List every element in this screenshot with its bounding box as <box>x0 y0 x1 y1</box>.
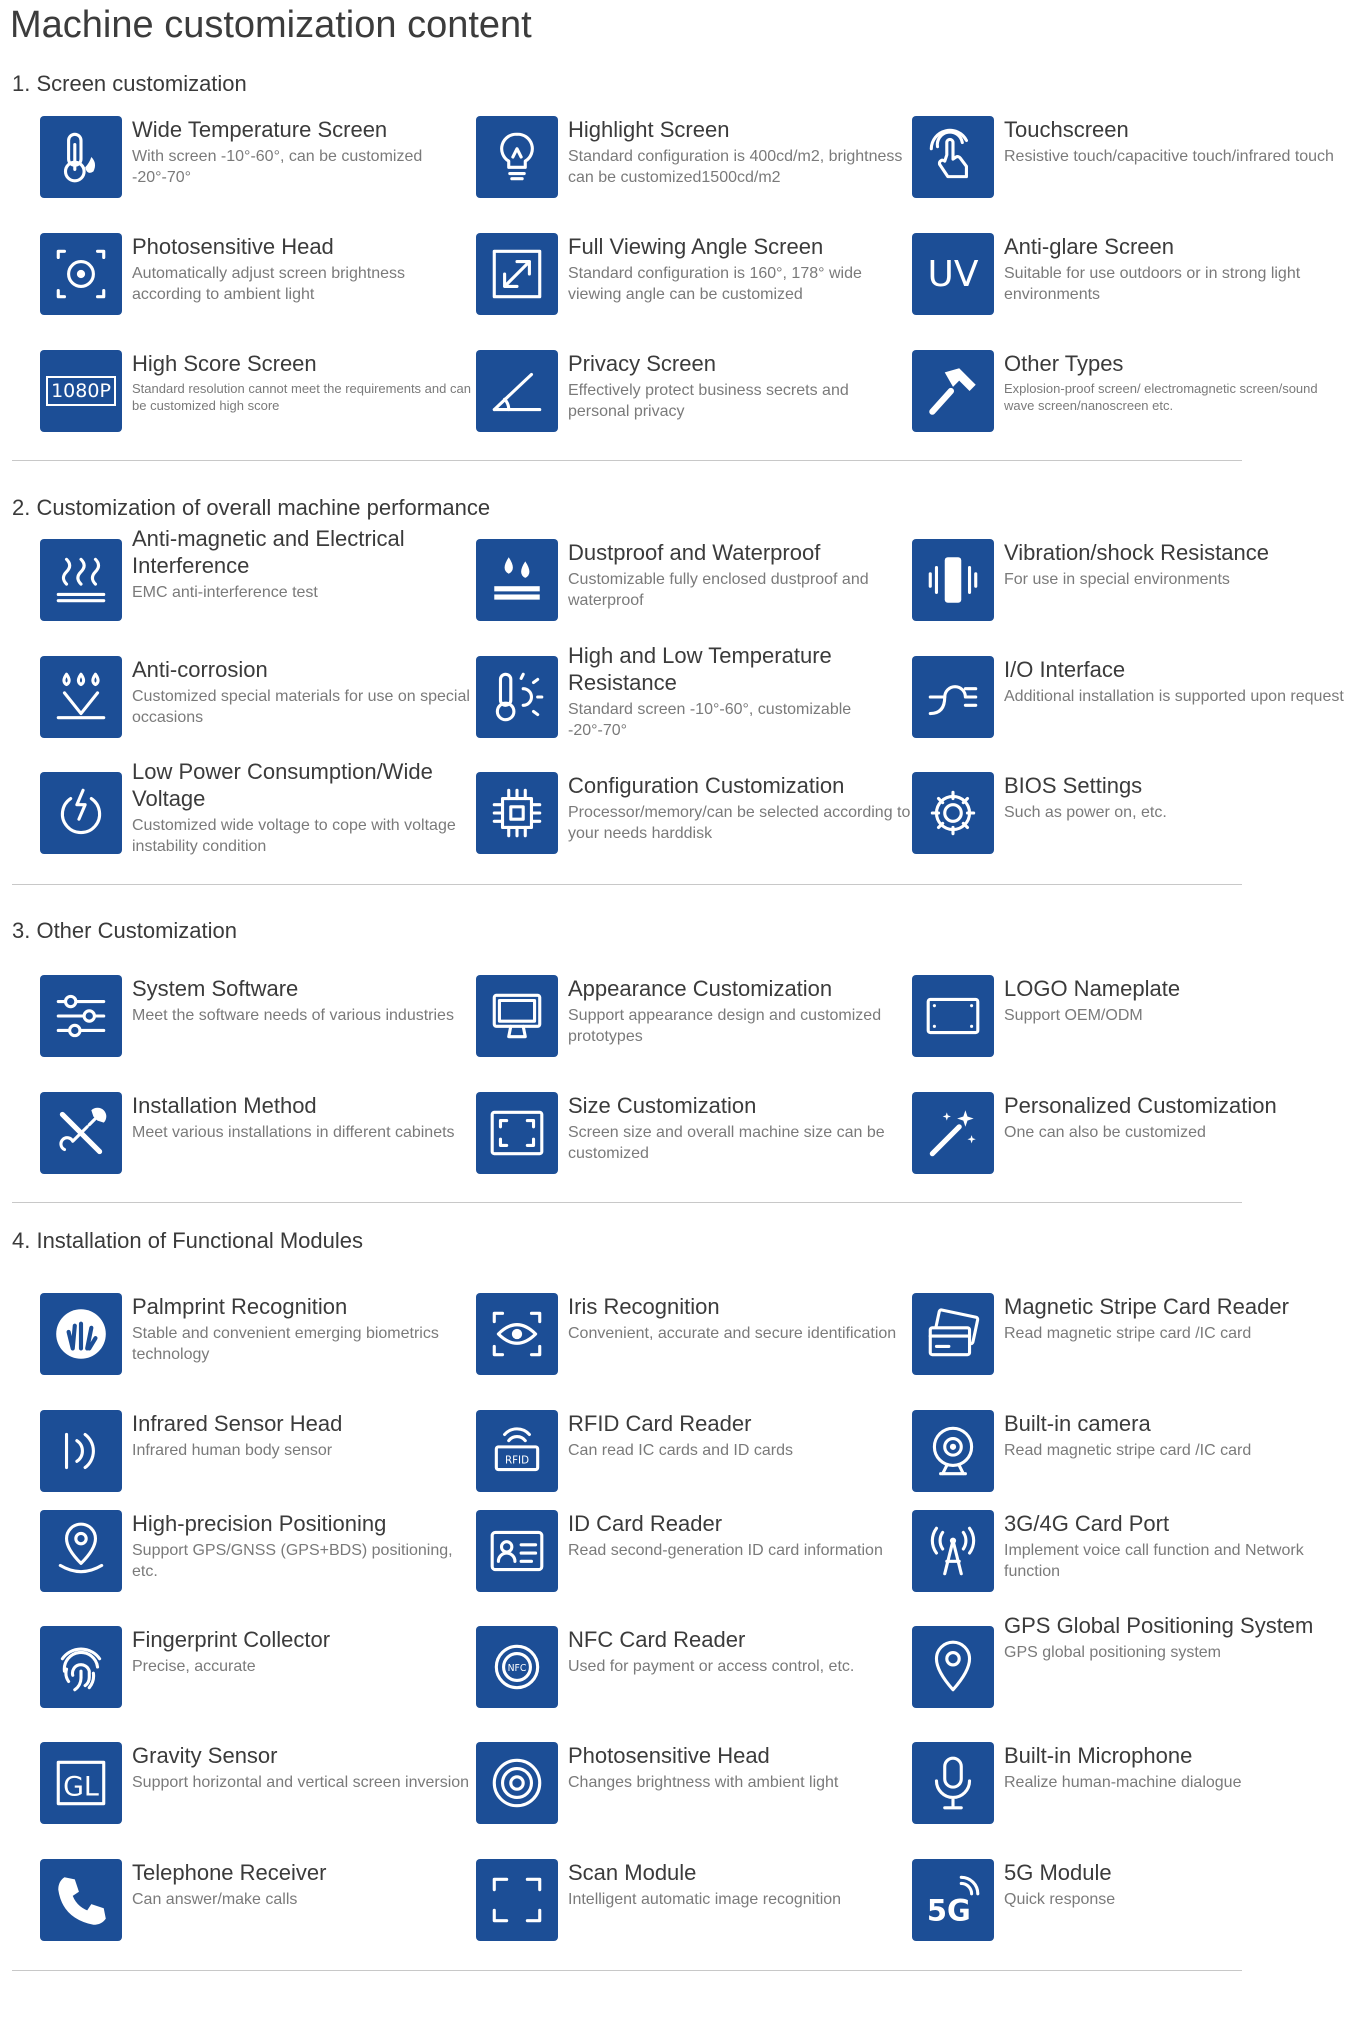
customization-item <box>476 975 911 1075</box>
map-pin-icon <box>40 1510 122 1592</box>
item-text <box>132 525 477 603</box>
nfc-icon <box>476 1626 558 1708</box>
item-title: Configuration Customization <box>568 773 845 798</box>
section-divider <box>12 884 1242 885</box>
rfid-icon <box>476 1410 558 1492</box>
item-text <box>132 1293 477 1365</box>
customization-item <box>912 1859 1347 1959</box>
item-description: Resistive touch/capacitive touch/infrared touch <box>1004 148 1334 165</box>
item-description: With screen -10°-60°, can be customized -20°-70° <box>132 148 423 186</box>
customization-item <box>476 1510 911 1610</box>
item-text <box>132 1510 477 1582</box>
magic-wand-icon <box>912 1092 994 1174</box>
item-text <box>568 1742 913 1793</box>
settings-icon <box>912 772 994 854</box>
customization-item <box>40 1410 475 1510</box>
item-description: Can answer/make calls <box>132 1891 298 1908</box>
customization-item <box>40 656 475 756</box>
item-text <box>568 1626 913 1677</box>
item-text <box>568 1859 913 1910</box>
touch-icon <box>912 116 994 198</box>
item-title: Personalized Customization <box>1004 1093 1277 1118</box>
customization-item <box>912 1293 1347 1393</box>
section-divider <box>12 460 1242 461</box>
phone-icon <box>40 1859 122 1941</box>
lens-icon <box>476 1742 558 1824</box>
customization-item <box>476 233 911 333</box>
item-title: Privacy Screen <box>568 351 716 376</box>
nameplate-icon <box>912 975 994 1057</box>
customization-item <box>912 1410 1347 1510</box>
item-text <box>1004 116 1349 167</box>
item-text <box>132 233 477 305</box>
customization-item <box>40 975 475 1075</box>
customization-item <box>912 975 1347 1075</box>
item-description: Explosion-proof screen/ electromagnetic screen/sound wave screen/nanoscreen etc. <box>1004 381 1318 413</box>
item-text <box>1004 975 1349 1026</box>
item-text <box>568 1293 913 1344</box>
item-description: Suitable for use outdoors or in strong light environments <box>1004 265 1301 303</box>
id-card-icon <box>476 1510 558 1592</box>
item-text <box>1004 1092 1349 1143</box>
item-title: Telephone Receiver <box>132 1860 327 1885</box>
item-title: Infrared Sensor Head <box>132 1411 343 1436</box>
location-icon <box>912 1626 994 1708</box>
item-description: Precise, accurate <box>132 1658 256 1675</box>
infrared-icon <box>40 1410 122 1492</box>
customization-item <box>912 656 1347 756</box>
svg-text:5G: 5G <box>926 1893 971 1928</box>
customization-item <box>40 1092 475 1192</box>
item-description: Support horizontal and vertical screen inversion <box>132 1774 470 1791</box>
item-title: Anti-glare Screen <box>1004 234 1174 259</box>
customization-item <box>912 1742 1347 1842</box>
item-title: Installation Method <box>132 1093 317 1118</box>
item-text <box>1004 1612 1349 1663</box>
item-text <box>1004 233 1349 305</box>
item-title: 3G/4G Card Port <box>1004 1511 1170 1536</box>
customization-item <box>476 643 911 756</box>
item-text <box>568 1092 913 1164</box>
item-text <box>568 772 913 844</box>
uv-icon: UV <box>912 233 994 315</box>
customization-item <box>476 1859 911 1959</box>
chip-icon <box>476 772 558 854</box>
item-title: GPS Global Positioning System <box>1004 1613 1314 1638</box>
item-title: Palmprint Recognition <box>132 1294 348 1319</box>
customization-item <box>40 1742 475 1842</box>
expand-icon <box>476 233 558 315</box>
customization-item <box>912 116 1347 216</box>
customization-item <box>476 539 911 639</box>
item-text <box>132 1742 477 1793</box>
item-description: Implement voice call function and Network function <box>1004 1542 1304 1580</box>
item-description: Read magnetic stripe card /IC card <box>1004 1325 1252 1342</box>
item-description: One can also be customized <box>1004 1124 1206 1141</box>
item-text <box>132 1859 477 1910</box>
customization-item <box>40 1859 475 1959</box>
customization-item <box>476 1293 911 1393</box>
item-title: Full Viewing Angle Screen <box>568 234 824 259</box>
item-description: Customized wide voltage to cope with voltage instability condition <box>132 817 456 855</box>
customization-item <box>476 350 911 450</box>
customization-item <box>40 759 475 872</box>
customization-item <box>476 116 911 216</box>
item-title: Fingerprint Collector <box>132 1627 331 1652</box>
customization-item <box>912 1092 1347 1192</box>
item-description: Effectively protect business secrets and personal privacy <box>568 382 849 420</box>
item-text <box>568 350 913 422</box>
section-heading: 2. Customization of overall machine performance <box>12 495 491 520</box>
section-heading: 1. Screen customization <box>12 71 247 96</box>
item-title: NFC Card Reader <box>568 1627 746 1652</box>
page-title: Machine customization content <box>10 4 532 46</box>
section-divider <box>12 1202 1242 1203</box>
item-description: Support appearance design and customized prototypes <box>568 1007 882 1045</box>
item-title: LOGO Nameplate <box>1004 976 1181 1001</box>
item-description: Automatically adjust screen brightness according to ambient light <box>132 265 406 303</box>
eye-scan-icon <box>476 1293 558 1375</box>
fingerprint-icon <box>40 1626 122 1708</box>
item-title: BIOS Settings <box>1004 773 1143 798</box>
customization-item <box>40 526 475 639</box>
item-title: Highlight Screen <box>568 117 730 142</box>
item-title: Wide Temperature Screen <box>132 117 388 142</box>
item-description: Support OEM/ODM <box>1004 1007 1143 1024</box>
item-description: Standard screen -10°-60°, customizable -20°-70° <box>568 701 852 739</box>
customization-item <box>912 539 1347 639</box>
item-text <box>568 116 913 188</box>
thermometer-icon <box>40 116 122 198</box>
customization-item <box>476 1742 911 1842</box>
customization-item <box>40 1293 475 1393</box>
bulb-icon <box>476 116 558 198</box>
camera-lens-icon <box>40 233 122 315</box>
item-title: High-precision Positioning <box>132 1511 387 1536</box>
scan-icon <box>476 1859 558 1941</box>
item-description: Quick response <box>1004 1891 1116 1908</box>
item-text <box>568 1410 913 1461</box>
svg-text:GL: GL <box>63 1771 99 1803</box>
item-text <box>132 116 477 188</box>
item-title: Built-in Microphone <box>1004 1743 1193 1768</box>
sliders-icon <box>40 975 122 1057</box>
item-title: Dustproof and Waterproof <box>568 540 821 565</box>
item-title: Anti-corrosion <box>132 657 268 682</box>
item-title: Appearance Customization <box>568 976 833 1001</box>
frame-icon <box>476 1092 558 1174</box>
item-description: Can read IC cards and ID cards <box>568 1442 793 1459</box>
section-divider <box>12 1970 1242 1971</box>
item-description: GPS global positioning system <box>1004 1644 1221 1661</box>
item-description: Read second-generation ID card information <box>568 1542 883 1559</box>
item-text <box>1004 1293 1349 1344</box>
item-title: Vibration/shock Resistance <box>1004 540 1269 565</box>
svg-text:NFC: NFC <box>507 1663 527 1675</box>
item-description: EMC anti-interference test <box>132 584 318 601</box>
item-description: Convenient, accurate and secure identification <box>568 1325 897 1342</box>
item-title: ID Card Reader <box>568 1511 723 1536</box>
customization-item <box>912 350 1347 450</box>
item-description: Such as power on, etc. <box>1004 804 1167 821</box>
customization-item <box>40 233 475 333</box>
cards-icon <box>912 1293 994 1375</box>
item-text <box>1004 539 1349 590</box>
plug-icon <box>912 656 994 738</box>
item-text <box>568 642 913 741</box>
item-description: Processor/memory/can be selected according to your needs harddisk <box>568 804 911 842</box>
item-description: Additional installation is supported upon request <box>1004 688 1344 705</box>
item-text <box>132 975 477 1026</box>
section-heading: 3. Other Customization <box>12 918 237 943</box>
customization-item <box>476 1092 911 1192</box>
customization-item <box>476 1626 911 1726</box>
item-title: High Score Screen <box>132 351 317 376</box>
item-description: Read magnetic stripe card /IC card <box>1004 1442 1252 1459</box>
resolution-icon: 1080P <box>40 350 122 432</box>
gravity-icon <box>40 1742 122 1824</box>
svg-text:RFID: RFID <box>504 1454 530 1467</box>
item-description: Standard configuration is 400cd/m2, brightness can be customized1500cd/m2 <box>568 148 903 186</box>
item-text <box>1004 1510 1349 1582</box>
item-text <box>132 758 477 857</box>
power-icon <box>40 772 122 854</box>
item-text <box>132 1092 477 1143</box>
item-title: Scan Module <box>568 1860 697 1885</box>
customization-item <box>40 350 475 450</box>
tools-icon <box>40 1092 122 1174</box>
customization-item <box>40 1626 475 1726</box>
item-title: Anti-magnetic and Electrical Interference <box>132 526 405 578</box>
angle-icon <box>476 350 558 432</box>
vibration-icon <box>912 539 994 621</box>
item-title: Other Types <box>1004 351 1124 376</box>
item-title: Magnetic Stripe Card Reader <box>1004 1294 1289 1319</box>
item-description: For use in special environments <box>1004 571 1230 588</box>
item-title: Touchscreen <box>1004 117 1129 142</box>
item-title: Gravity Sensor <box>132 1743 278 1768</box>
item-title: Built-in camera <box>1004 1411 1151 1436</box>
item-description: Stable and convenient emerging biometrics technology <box>132 1325 439 1363</box>
item-description: Meet the software needs of various industries <box>132 1007 454 1024</box>
item-text <box>568 233 913 305</box>
hammer-icon <box>912 350 994 432</box>
item-title: 5G Module <box>1004 1860 1112 1885</box>
customization-item <box>912 1613 1347 1726</box>
customization-item <box>912 233 1347 333</box>
customization-item <box>476 772 911 872</box>
section-heading: 4. Installation of Functional Modules <box>12 1228 363 1253</box>
item-description: Infrared human body sensor <box>132 1442 333 1459</box>
item-description: Customizable fully enclosed dustproof and waterproof <box>568 571 869 609</box>
item-text <box>1004 1742 1349 1793</box>
monitor-icon <box>476 975 558 1057</box>
customization-item <box>40 1510 475 1610</box>
item-text <box>568 1510 913 1561</box>
item-description: Standard resolution cannot meet the requirements and can be customized high score <box>132 381 471 413</box>
item-text <box>132 656 477 728</box>
item-title: System Software <box>132 976 299 1001</box>
item-title: Photosensitive Head <box>568 1743 770 1768</box>
antenna-icon <box>912 1510 994 1592</box>
item-description: Standard configuration is 160°, 178° wide viewing angle can be customized <box>568 265 862 303</box>
customization-item <box>912 1510 1347 1610</box>
item-title: High and Low Temperature Resistance <box>568 643 832 695</box>
webcam-icon <box>912 1410 994 1492</box>
item-title: I/O Interface <box>1004 657 1126 682</box>
item-title: Iris Recognition <box>568 1294 720 1319</box>
item-text <box>1004 350 1349 414</box>
item-description: Realize human-machine dialogue <box>1004 1774 1242 1791</box>
palm-icon <box>40 1293 122 1375</box>
item-text <box>568 539 913 611</box>
item-title: Size Customization <box>568 1093 757 1118</box>
5g-icon <box>912 1859 994 1941</box>
customization-item <box>476 1410 911 1510</box>
item-text <box>132 1626 477 1677</box>
item-title: Photosensitive Head <box>132 234 334 259</box>
item-description: Screen size and overall machine size can be customized <box>568 1124 885 1162</box>
microphone-icon <box>912 1742 994 1824</box>
item-text <box>132 350 477 414</box>
item-text <box>1004 1410 1349 1461</box>
corrosion-icon <box>40 656 122 738</box>
item-description: Intelligent automatic image recognition <box>568 1891 842 1908</box>
temperature-sun-icon <box>476 656 558 738</box>
heat-waves-icon <box>40 539 122 621</box>
item-text <box>132 1410 477 1461</box>
water-drops-icon <box>476 539 558 621</box>
item-title: RFID Card Reader <box>568 1411 752 1436</box>
item-text <box>568 975 913 1047</box>
item-text <box>1004 1859 1349 1910</box>
customization-item <box>912 772 1347 872</box>
item-description: Customized special materials for use on special occasions <box>132 688 470 726</box>
item-text <box>1004 656 1349 707</box>
item-description: Used for payment or access control, etc. <box>568 1658 855 1675</box>
item-description: Changes brightness with ambient light <box>568 1774 839 1791</box>
item-description: Meet various installations in different cabinets <box>132 1124 455 1141</box>
item-description: Support GPS/GNSS (GPS+BDS) positioning, etc. <box>132 1542 453 1580</box>
item-text <box>1004 772 1349 823</box>
item-title: Low Power Consumption/Wide Voltage <box>132 759 433 811</box>
customization-item <box>40 116 475 216</box>
